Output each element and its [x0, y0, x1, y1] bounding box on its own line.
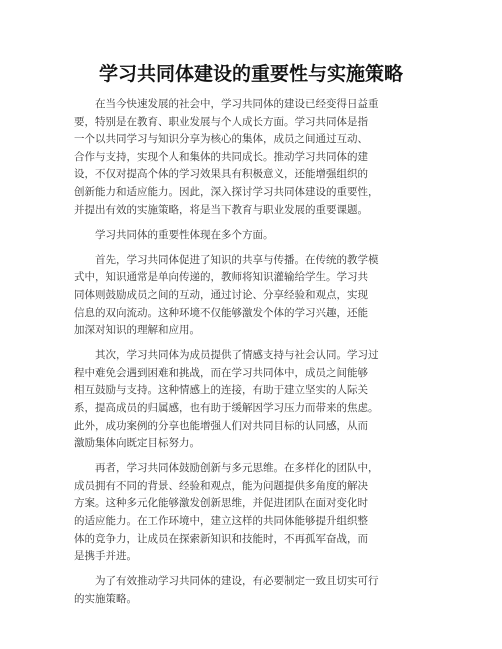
text-line: 的适应能力。在工作环境中，建立这样的共同体能够提升组织整 — [74, 515, 368, 528]
text-line: 系，提高成员的归属感，也有助于缓解因学习压力而带来的焦虑。 — [74, 402, 379, 414]
text-line: 体的竞争力，让成员在探索新知识和技能时，不再孤军奋战，而 — [74, 532, 368, 545]
text-line: 是携手并进。 — [74, 550, 137, 563]
paragraph-importance — [74, 227, 446, 245]
text-line: 创新能力和适应能力。因此，深入探讨学习共同体建设的重要性， — [74, 185, 379, 198]
paragraph-second-point — [74, 347, 446, 453]
paragraph-strategy — [74, 573, 446, 608]
text-line: 一个以共同学习与知识分享为核心的集体，成员之间通过互动、 — [74, 133, 368, 146]
paragraph-third-point — [74, 460, 446, 566]
text-line: 式中，知识通常是单向传递的，教师将知识灌输给学生。学习共 — [74, 271, 368, 284]
text-line: 再者，学习共同体鼓励创新与多元思维。在多样化的团队中， — [95, 462, 379, 475]
text-line: 程中难免会遇到困难和挑战，而在学习共同体中，成员之间能够 — [74, 366, 368, 379]
text-line: 此外，成功案例的分享也能增强人们对共同目标的认同感，从而 — [74, 419, 368, 432]
text-line: 方案。这种多元化能够激发创新思维，并促进团队在面对变化时 — [74, 497, 368, 510]
text-line: 为了有效推动学习共同体的建设，有必要制定一致且切实可行 — [95, 575, 379, 588]
text-line: 首先，学习共同体促进了知识的共享与传播。在传统的教学模 — [95, 253, 379, 266]
paragraph-intro — [74, 96, 446, 219]
text-line: 学习共同体的重要性体现在多个方面。 — [95, 228, 274, 241]
text-line: 设，不仅对提高个体的学习效果具有积极意义，还能增强组织的 — [74, 168, 368, 181]
text-line: 在当今快速发展的社会中，学习共同体的建设已经变得日益重 — [95, 98, 379, 110]
text-line: 信息的双向流动。这种环境不仅能够激发个体的学习兴趣，还能 — [74, 306, 368, 319]
text-line: 相互鼓励与支持。这种情感上的连接，有助于建立坚实的人际关 — [74, 384, 368, 397]
text-line: 同体则鼓励成员之间的互动，通过讨论、分享经验和观点，实现 — [74, 288, 368, 301]
text-line: 合作与支持，实现个人和集体的共同成长。推动学习共同体的建 — [74, 150, 368, 163]
text-line: 要，特别是在教育、职业发展与个人成长方面。学习共同体是指 — [74, 115, 368, 128]
paragraph-first-point — [74, 252, 446, 340]
text-line: 其次，学习共同体为成员提供了情感支持与社会认同。学习过 — [95, 349, 379, 362]
document-title: 学习共同体建设的重要性与实施策略 — [98, 63, 403, 85]
text-line: 并提出有效的实施策略，将是当下教育与职业发展的重要课题。 — [74, 203, 368, 216]
document-body — [74, 96, 446, 616]
text-line: 激励集体向既定目标努力。 — [74, 437, 200, 450]
text-line: 加深对知识的理解和应用。 — [74, 324, 200, 337]
text-line: 的实施策略。 — [74, 592, 137, 605]
text-line: 成员拥有不同的背景、经验和观点，能为问题提供多角度的解决 — [74, 479, 368, 492]
